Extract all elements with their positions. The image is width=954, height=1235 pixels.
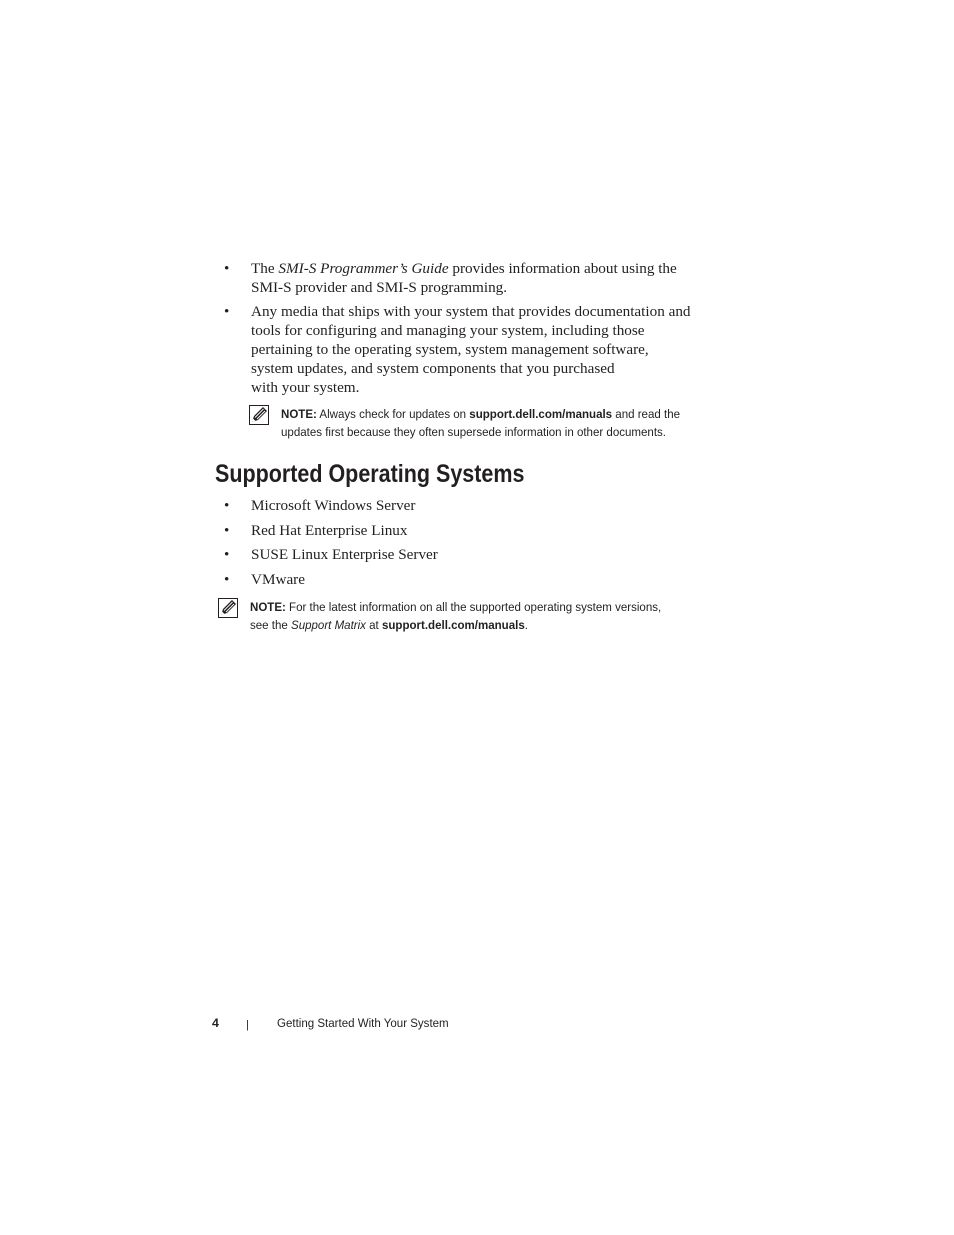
section-title: Supported Operating Systems xyxy=(215,460,525,488)
os-name: SUSE Linux Enterprise Server xyxy=(251,546,438,563)
list-item-line: The SMI-S Programmer’s Guide provides information about using the xyxy=(251,260,677,277)
list-item-line: with your system. xyxy=(251,379,360,396)
footer-chapter-title: Getting Started With Your System xyxy=(277,1016,449,1030)
manuals-link[interactable]: support.dell.com/manuals xyxy=(381,618,525,632)
note-line: updates first because they often supersede information in other documents. xyxy=(281,425,666,439)
bullet-marker: • xyxy=(224,497,230,514)
list-item xyxy=(224,259,724,299)
bullet-marker: • xyxy=(224,522,230,539)
list-item xyxy=(224,545,624,565)
note-label: NOTE: xyxy=(250,600,286,614)
note-line: NOTE: For the latest information on all the supported operating system versions, xyxy=(250,600,662,614)
list-item xyxy=(224,521,624,541)
bullet-marker: • xyxy=(224,260,230,277)
note-line: see the Support Matrix at support.dell.com/manuals. xyxy=(250,618,528,632)
pencil-note-icon xyxy=(249,405,269,425)
list-item xyxy=(224,570,624,590)
bullet-marker: • xyxy=(224,571,230,588)
bullet-marker: • xyxy=(224,303,230,320)
list-item xyxy=(224,302,724,398)
os-name: Microsoft Windows Server xyxy=(251,497,416,514)
page-number: 4 xyxy=(212,1016,219,1030)
list-item xyxy=(224,496,624,516)
list-item-line: Any media that ships with your system that provides documentation and xyxy=(251,303,691,320)
note-callout xyxy=(250,598,661,634)
note-label: NOTE: xyxy=(281,407,317,421)
note-line: NOTE: Always check for updates on support.dell.com/manuals and read the xyxy=(281,407,681,421)
manuals-link[interactable]: support.dell.com/manuals xyxy=(469,407,613,421)
pencil-note-icon xyxy=(218,598,238,618)
list-item-line: SMI-S provider and SMI-S programming. xyxy=(251,279,508,296)
list-item-line: pertaining to the operating system, system management software, xyxy=(251,341,649,358)
support-matrix-title: Support Matrix xyxy=(291,618,366,632)
bullet-marker: • xyxy=(224,546,230,563)
os-name: Red Hat Enterprise Linux xyxy=(251,522,408,539)
list-item-line: tools for configuring and managing your system, including those xyxy=(251,322,645,339)
list-item-line: system updates, and system components that you purchased xyxy=(251,360,615,377)
os-name: VMware xyxy=(251,571,305,588)
footer-separator: | xyxy=(246,1019,249,1031)
note-callout xyxy=(281,405,680,441)
